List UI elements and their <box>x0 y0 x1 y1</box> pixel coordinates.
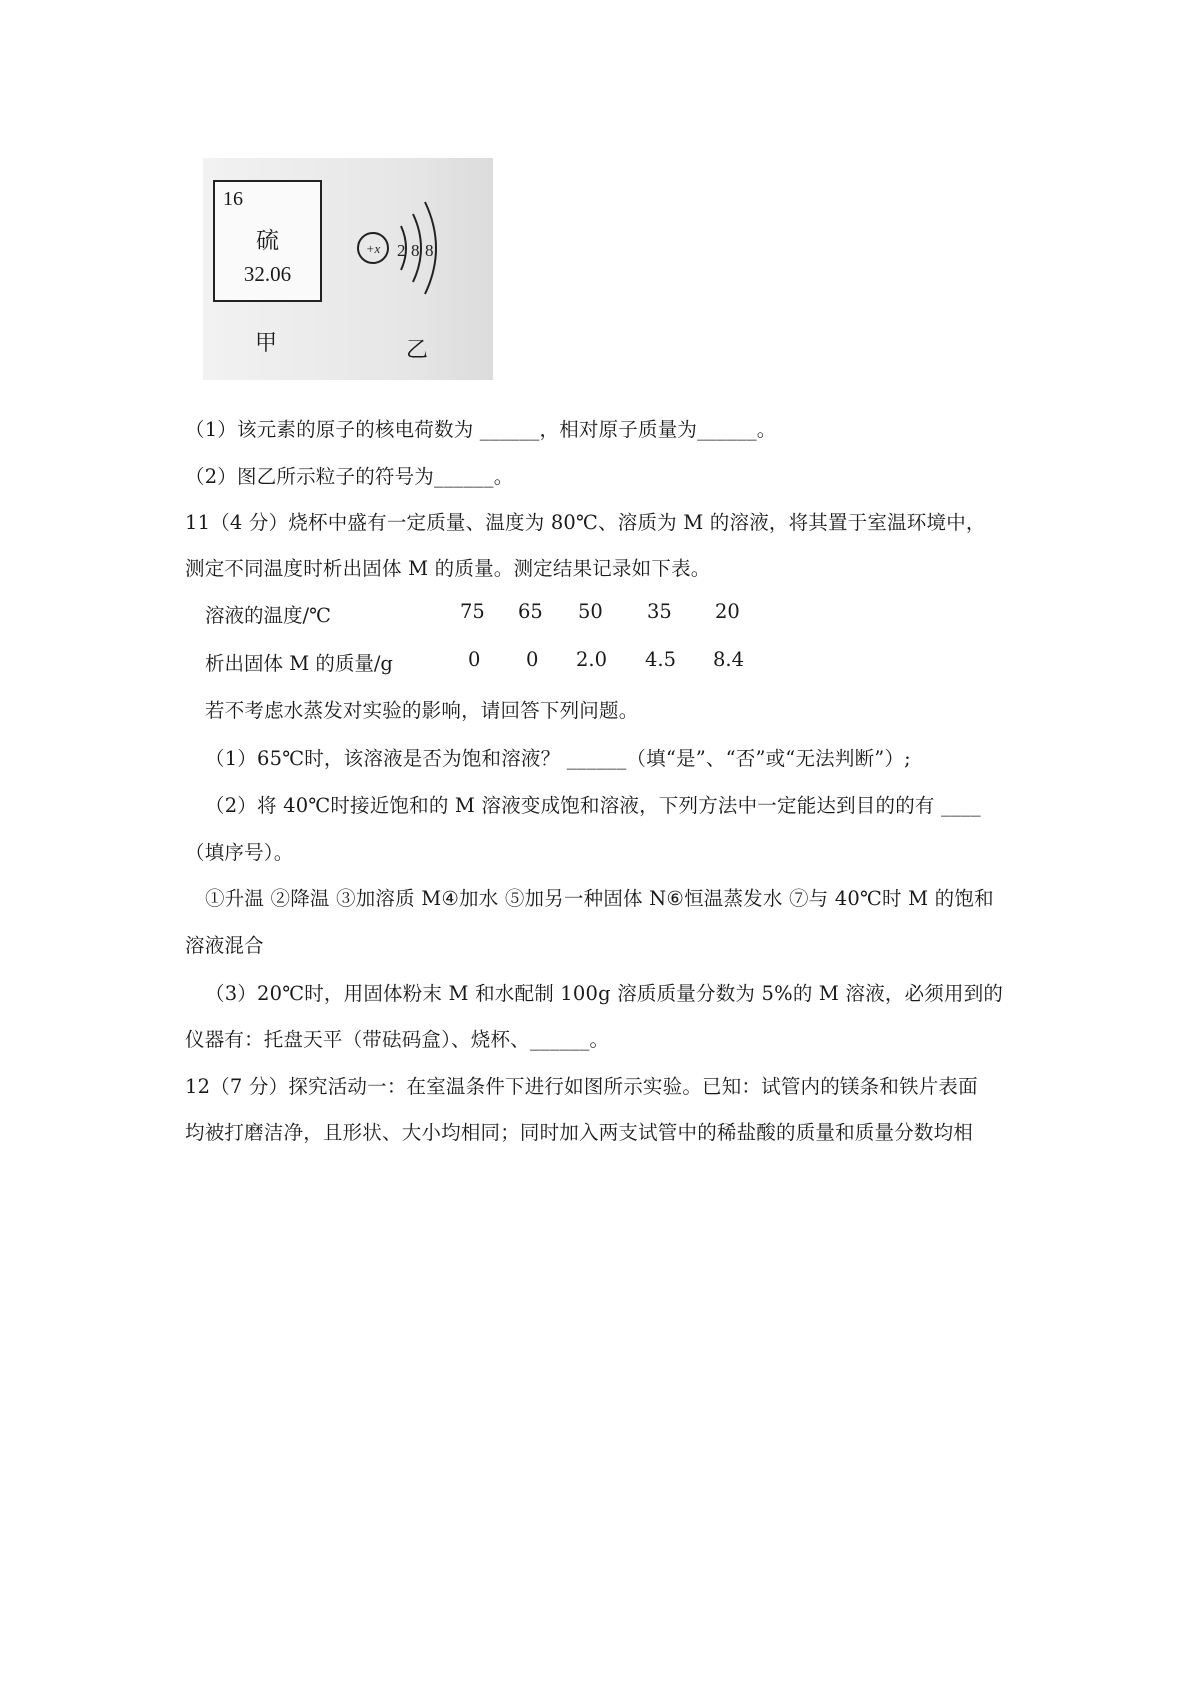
q11-item-3-line-2: 仪器有：托盘天平（带砝码盒）、烧杯、______。 <box>185 1028 610 1051</box>
table-cell: 0 <box>526 648 539 671</box>
shell-1-electrons: 2 <box>397 241 406 260</box>
q11-options-line-2: 溶液混合 <box>185 934 264 957</box>
shell-2-electrons: 8 <box>411 241 420 260</box>
nucleus-charge: +x <box>365 241 381 256</box>
table-cell: 35 <box>647 600 672 623</box>
q11-note: 若不考虑水蒸发对实验的影响，请回答下列问题。 <box>205 699 639 722</box>
atomic-number: 16 <box>223 188 243 210</box>
atom-structure-diagram <box>353 188 483 318</box>
shell-3-electrons: 8 <box>425 241 434 260</box>
q11-stem-line-1: 11（4 分）烧杯中盛有一定质量、温度为 80℃、溶质为 M 的溶液，将其置于室温环境中， <box>185 511 986 534</box>
element-card <box>213 180 322 302</box>
table-cell: 2.0 <box>576 648 608 671</box>
element-figure <box>203 158 493 380</box>
figure-label-yi: 乙 <box>406 338 429 363</box>
table-cell: 75 <box>460 600 485 623</box>
table-label-temperature: 溶液的温度/℃ <box>205 604 331 627</box>
table-cell: 4.5 <box>645 648 677 671</box>
q11-item-3-line-1: （3）20℃时，用固体粉末 M 和水配制 100g 溶质质量分数为 5%的 M 溶液，必须用到的 <box>205 982 1004 1005</box>
table-cell: 0 <box>468 648 481 671</box>
q10-item-1: （1）该元素的原子的核电荷数为 ______，相对原子质量为______。 <box>185 418 777 441</box>
table-label-mass: 析出固体 M 的质量/g <box>205 652 393 675</box>
element-name: 硫 <box>256 228 279 253</box>
table-cell: 20 <box>715 600 740 623</box>
q12-stem-line-1: 12（7 分）探究活动一：在室温条件下进行如图所示实验。已知：试管内的镁条和铁片表面 <box>185 1075 978 1098</box>
q10-item-2: （2）图乙所示粒子的符号为______。 <box>185 465 514 488</box>
table-cell: 50 <box>578 600 603 623</box>
table-cell: 8.4 <box>713 648 745 671</box>
q11-item-1: （1）65℃时，该溶液是否为饱和溶液？ ______（填“是”、“否”或“无法判断”）; <box>205 747 911 770</box>
table-cell: 65 <box>518 600 543 623</box>
q12-stem-line-2: 均被打磨洁净，且形状、大小均相同；同时加入两支试管中的稀盐酸的质量和质量分数均相 <box>185 1121 974 1144</box>
q11-options-line-1: ①升温 ②降温 ③加溶质 M④加水 ⑤加另一种固体 N⑥恒温蒸发水 ⑦与 40℃时 M 的饱和 <box>205 887 994 910</box>
figure-label-jia: 甲 <box>255 331 278 356</box>
q11-stem-line-2: 测定不同温度时析出固体 M 的质量。测定结果记录如下表。 <box>185 557 711 580</box>
atomic-mass: 32.06 <box>243 262 292 286</box>
q11-item-2-line-1: （2）将 40℃时接近饱和的 M 溶液变成饱和溶液，下列方法中一定能达到目的的有 ____ <box>205 794 981 817</box>
q11-item-2-line-2: （填序号）。 <box>185 841 294 864</box>
